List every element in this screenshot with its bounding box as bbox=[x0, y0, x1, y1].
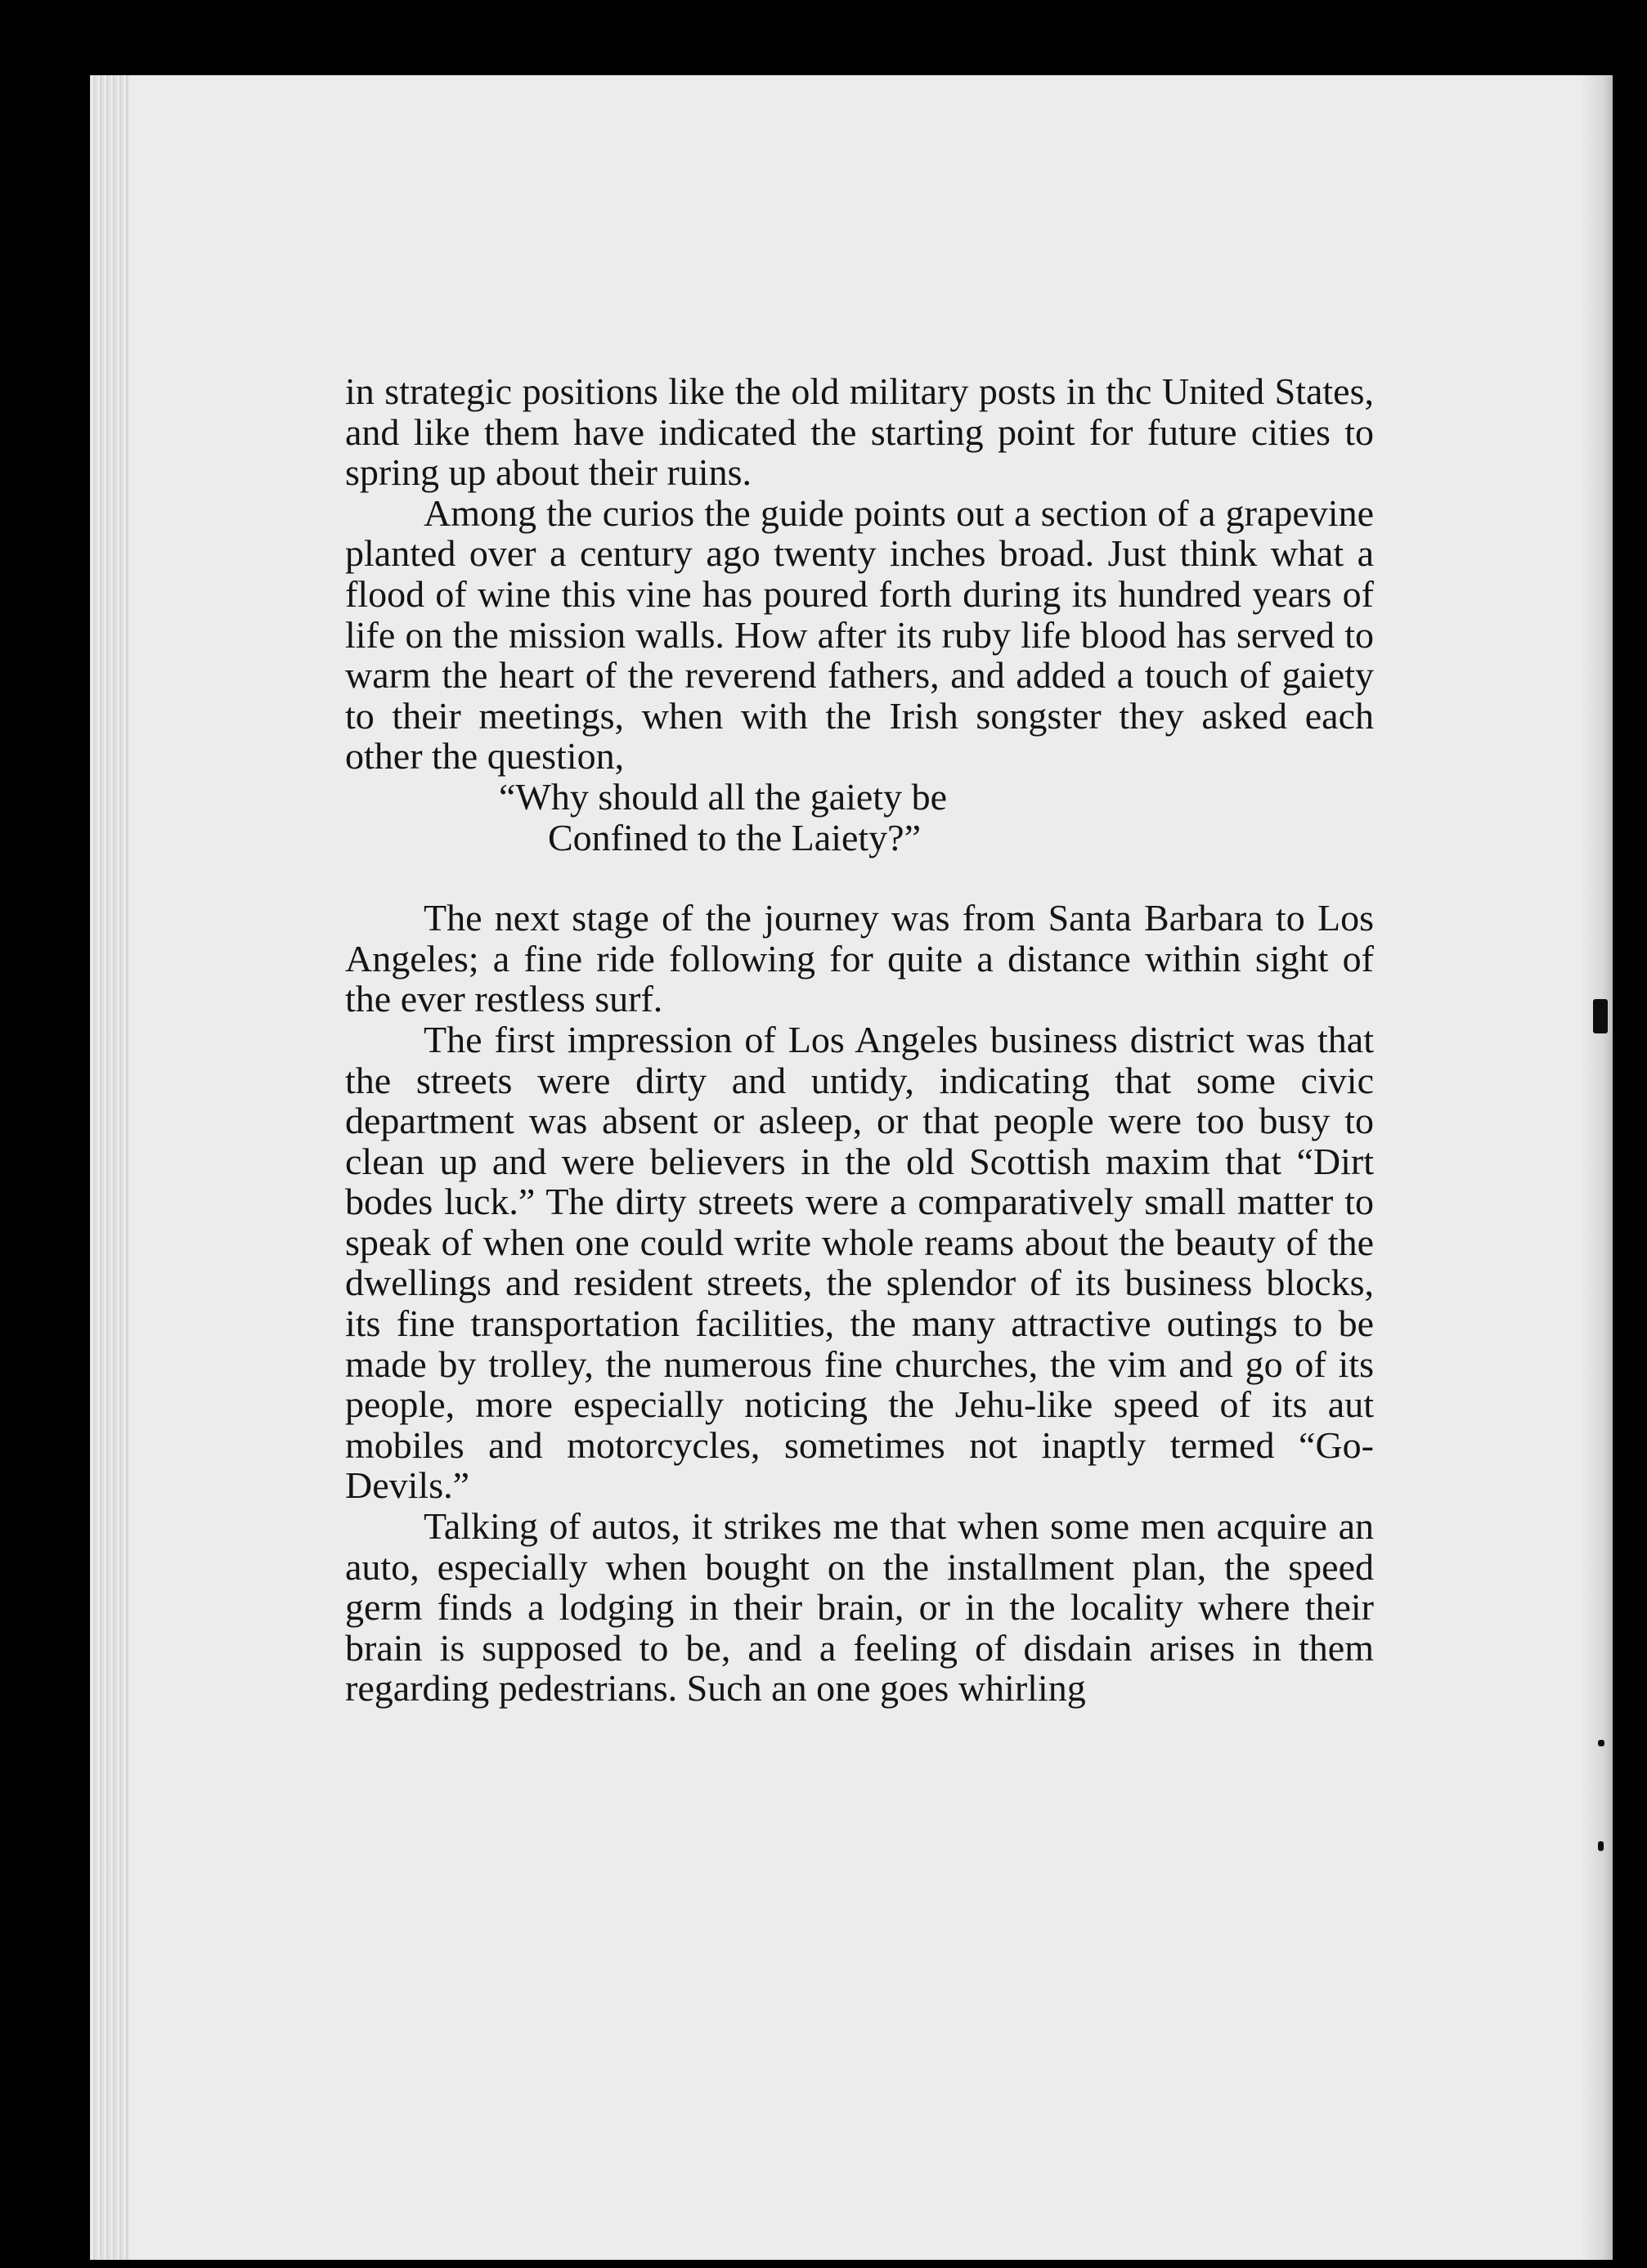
book-page bbox=[90, 75, 1613, 2260]
binding-mark bbox=[1593, 999, 1608, 1033]
page-stack-edges bbox=[90, 75, 129, 2260]
page-gutter-shadow bbox=[1580, 75, 1613, 2260]
verse-quote bbox=[345, 777, 1374, 858]
verse-line: Confined to the Laiety?” bbox=[548, 816, 922, 858]
paragraph-los-angeles: The first impression of Los Angeles business district was that the streets were dirty and untidy, indicating that some civic department was absent or asleep, or that people were too busy to clean up and were believers in the old Scottish maxim that “Dirt bodes luck.” The dirty streets were a comparatively small matter to speak of when one could write whole reams about the beauty of the dwellings and resident streets, the splendor of its business blocks, its fine transportation facilities, the many attractive outings to be made by trolley, the numerous fine churches, the vim and go of its people, more especially noticing the Jehu-like speed of its aut mobiles and motorcycles, sometimes not inaptly termed “Go-Devils.” bbox=[345, 1018, 1374, 1507]
binding-mark bbox=[1598, 1740, 1604, 1746]
verse-line: “Why should all the gaiety be bbox=[499, 775, 948, 818]
paragraph-continuation: in strategic positions like the old military posts in thc United States, and like them have indicated the starting point for future cities to spring up about their ruins. bbox=[345, 370, 1374, 494]
binding-mark bbox=[1598, 1841, 1604, 1851]
paragraph-grapevine: Among the curios the guide points out a section of a grapevine planted over a century ago twenty inches broad. Just think what a flood of wine this vine has poured forth during its hundred years of life on the mission walls. How after its ruby life blood has served to warm the heart of the reverend fathers, and added a touch of gaiety to their meetings, when with the Irish songster they asked each other the question, bbox=[345, 491, 1374, 778]
paragraph-journey: The next stage of the journey was from Santa Barbara to Los Angeles; a fine ride following for quite a distance within sight of the ever restless surf. bbox=[345, 897, 1374, 1020]
paragraph-autos: Talking of autos, it strikes me that when some men acquire an auto, especially when bought on the installment plan, the speed germ finds a lodging in their brain, or in the locality where their brain is supposed to be, and a feeling of disdain arises in them regarding pedestrians. Such an one goes whirling bbox=[345, 1505, 1374, 1710]
body-text bbox=[345, 371, 1374, 1709]
